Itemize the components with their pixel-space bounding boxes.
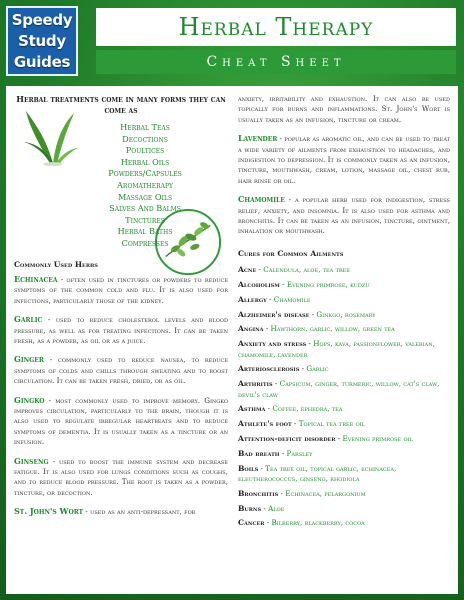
ailment-item: Boils - Tea tree oil, topical garlic, echinacea, eleutherococcus, ginseng, rhodiola xyxy=(238,463,397,484)
ailment-remedy: Echinacea, pelargonium xyxy=(285,488,366,498)
herb-text: - often used in tinctures or powders to reduce symptoms of the common cold and flu. It is also used for infections, particularly those of the kidney. xyxy=(14,274,228,305)
herb-entry-continued: anxiety, irritability and exhaustion. It can also be used topically for burns and inflammations. St. John's Wort is usually taken as an infusion, tincture or cream. xyxy=(238,94,450,124)
ailment-name: Acne xyxy=(238,265,257,275)
ailment-remedy: Ginkgo, rosemary xyxy=(316,309,376,319)
herb-name: Chamomile xyxy=(238,194,285,205)
ailment-name: Cancer xyxy=(238,518,265,528)
ailment-item: Arteriosclerosis - Garlic xyxy=(238,364,329,374)
ailment-remedy: Calendula, aloe, tea tree xyxy=(263,265,350,275)
ailment-name: Allergy xyxy=(238,294,267,304)
form-item: Tinctures xyxy=(125,214,165,225)
form-item: Herbal Teas xyxy=(120,122,170,132)
herb-entry xyxy=(14,395,228,448)
logo-line-2: Study xyxy=(18,32,66,50)
page-title: Herbal Therapy xyxy=(96,8,456,46)
ailment-name: Burns xyxy=(238,503,262,513)
ailment-item: Alcoholism - Evening primrose, kudzu xyxy=(238,280,370,290)
herb-text: - used to boost the immune system and decrease fatigue. It is also used for lungs conditions such as coughs, and to reduce blood pressure. The root is taken as a powder, tincture, or decoction. xyxy=(14,456,228,497)
herbs-heading: Commonly Used Herbs xyxy=(14,259,98,269)
ailment-name: Attention-deficit disorder xyxy=(238,434,336,444)
herb-entry xyxy=(14,274,228,306)
content-panel xyxy=(6,86,458,594)
herb-entry xyxy=(14,354,228,386)
herb-text: - a popular herb used for indigestion, stress relief, anxiety, and insomnia. It is also used for asthma and bronchitis. It can be taken as an infusion, tincture, ointment, inhalation or mouthwash. xyxy=(238,195,450,236)
herb-name: St. John's Wort xyxy=(14,506,84,517)
ailment-name: Angina xyxy=(238,324,264,334)
ailment-remedy: Tea tree oil, topical garlic, echinacea, eleutherococcus, ginseng, rhodiola xyxy=(238,463,397,484)
ailment-name: Arteriosclerosis xyxy=(238,364,300,374)
ailment-remedy: Coffee, ephedra, tea xyxy=(272,404,343,414)
herb-text: - used to reduce cholesterol levels and blood pressure, as well as for treating infections. It can be taken fresh, as a powder, as oil or as a juice. xyxy=(14,315,228,345)
ailment-item: Arthritis - Capsicum, ginger, turmeric, willow, cat's claw, devil's claw xyxy=(238,379,440,399)
ailment-remedy: Evening primrose, kudzu xyxy=(286,280,370,290)
ailment-name: Bronchitis xyxy=(238,488,279,498)
herb-entry xyxy=(14,506,228,517)
ailment-remedy: Topical tea tree oil xyxy=(298,419,365,429)
ailment-item: Burns - Aloe xyxy=(238,503,285,513)
form-item: Compresses xyxy=(121,237,169,248)
herb-entry xyxy=(238,194,450,237)
herb-name: Gingko xyxy=(14,394,45,405)
ailment-item: Athlete's foot - Topical tea tree oil xyxy=(238,419,365,429)
ailment-item: Attention-deficit disorder - Evening primrose oil xyxy=(238,434,413,444)
logo-line-3: Guides xyxy=(13,53,71,71)
ailment-item: Cancer - Bilberry, blackberry, cocoa xyxy=(238,518,365,528)
speedy-study-guides-logo xyxy=(6,6,78,76)
ailment-name: Alcoholism xyxy=(238,280,280,290)
form-item: Aromatherapy xyxy=(117,179,173,190)
ailment-item: Angina - Hawthorn, garlic, willow, green tea xyxy=(238,324,395,334)
ailment-name: Bad breath xyxy=(238,448,280,458)
ailment-name: Arthritis xyxy=(238,379,273,389)
forms-list xyxy=(100,122,190,250)
herb-name: Lavender xyxy=(238,133,278,144)
herb-name: Echinacea xyxy=(14,273,58,284)
form-item: Decoctions xyxy=(122,133,168,144)
herb-name: Ginger xyxy=(14,354,44,365)
ailment-remedy: Parsley xyxy=(286,448,313,458)
ailment-remedy: Aloe xyxy=(268,503,285,513)
page-subtitle: Cheat Sheet xyxy=(96,50,456,74)
herb-entry xyxy=(14,314,228,346)
ailment-name: Asthma xyxy=(238,404,266,414)
form-item: Salves And Balms xyxy=(109,203,181,214)
ailment-name: Alzheimer's disease xyxy=(238,309,310,319)
herb-text: - used as an anti-depressant, for xyxy=(83,507,196,517)
left-column xyxy=(14,86,228,526)
form-item: Massage Oils xyxy=(117,191,173,202)
ailment-remedy: Capsicum, ginger, turmeric, willow, cat's claw, devil's claw xyxy=(238,379,440,399)
ailment-remedy: Evening primrose oil xyxy=(342,434,413,444)
form-item: Herbal Oils xyxy=(120,156,170,167)
ailment-name: Athlete's foot xyxy=(238,419,292,429)
herb-entry xyxy=(14,456,228,499)
intro-heading: Herbal treatments come in many forms they can come as xyxy=(16,94,226,115)
ailment-item: Allergy - Chamomile xyxy=(238,294,311,304)
ailment-item: Anxiety and stress - Hops, kava, passionflower, valerian, chamomile, lavender xyxy=(238,339,435,359)
ailment-name: Boils xyxy=(238,463,259,473)
ailment-item: Bad breath - Parsley xyxy=(238,448,313,458)
ailment-remedy: Bilberry, blackberry, cocoa xyxy=(271,518,365,528)
ailment-remedy: Hawthorn, garlic, willow, green tea xyxy=(270,324,395,334)
cures-heading: Cures for Common Ailments xyxy=(238,248,344,258)
herb-name: Garlic xyxy=(14,314,43,325)
form-item: Poultices xyxy=(125,145,165,156)
ailment-remedy: Hops, kava, passionflower, valerian, chamomile, lavender xyxy=(238,339,435,359)
ailment-remedy: Garlic xyxy=(306,364,329,374)
ailment-name: Anxiety and stress xyxy=(238,339,307,349)
form-item: Herbal Baths xyxy=(117,226,173,237)
ailment-item: Bronchitis - Echinacea, pelargonium xyxy=(238,488,366,498)
right-column xyxy=(238,86,450,533)
form-item: Powders/Capsules xyxy=(108,168,182,179)
logo-line-1: Speedy xyxy=(11,11,73,29)
herb-text: - commonly used to reduce nausea, to reduce symptoms of colds and chills through sweating and to boost circulation. It can be taken fresh, dried, or as oil. xyxy=(14,355,228,386)
ailment-remedy: Chamomile xyxy=(273,294,311,304)
herb-text: - most commonly used to improve memory. Gingko improves circulation, particularly to the brain, though it is also used to regulate irregular heartbeats and to reduce symptoms of dementia. It is usually taken as a tincture or an infusion. xyxy=(14,395,228,447)
herb-text: - popular as aromatic oil, and can be used to treat a wide variety of ailments from exhaustion to headaches, and indigestion to depression. It is commonly taken as an infusion, tincture, mouthwash, cream, lotion, massage oil, chest rub, hair rinse or oil. xyxy=(238,134,450,185)
ailment-item: Acne - Calendula, aloe, tea tree xyxy=(238,265,350,275)
ailment-item: Asthma - Coffee, ephedra, tea xyxy=(238,404,343,414)
ailment-item: Alzheimer's disease - Ginkgo, rosemary xyxy=(238,309,376,319)
herb-name: Ginseng xyxy=(14,455,49,466)
herb-entry xyxy=(238,133,450,186)
